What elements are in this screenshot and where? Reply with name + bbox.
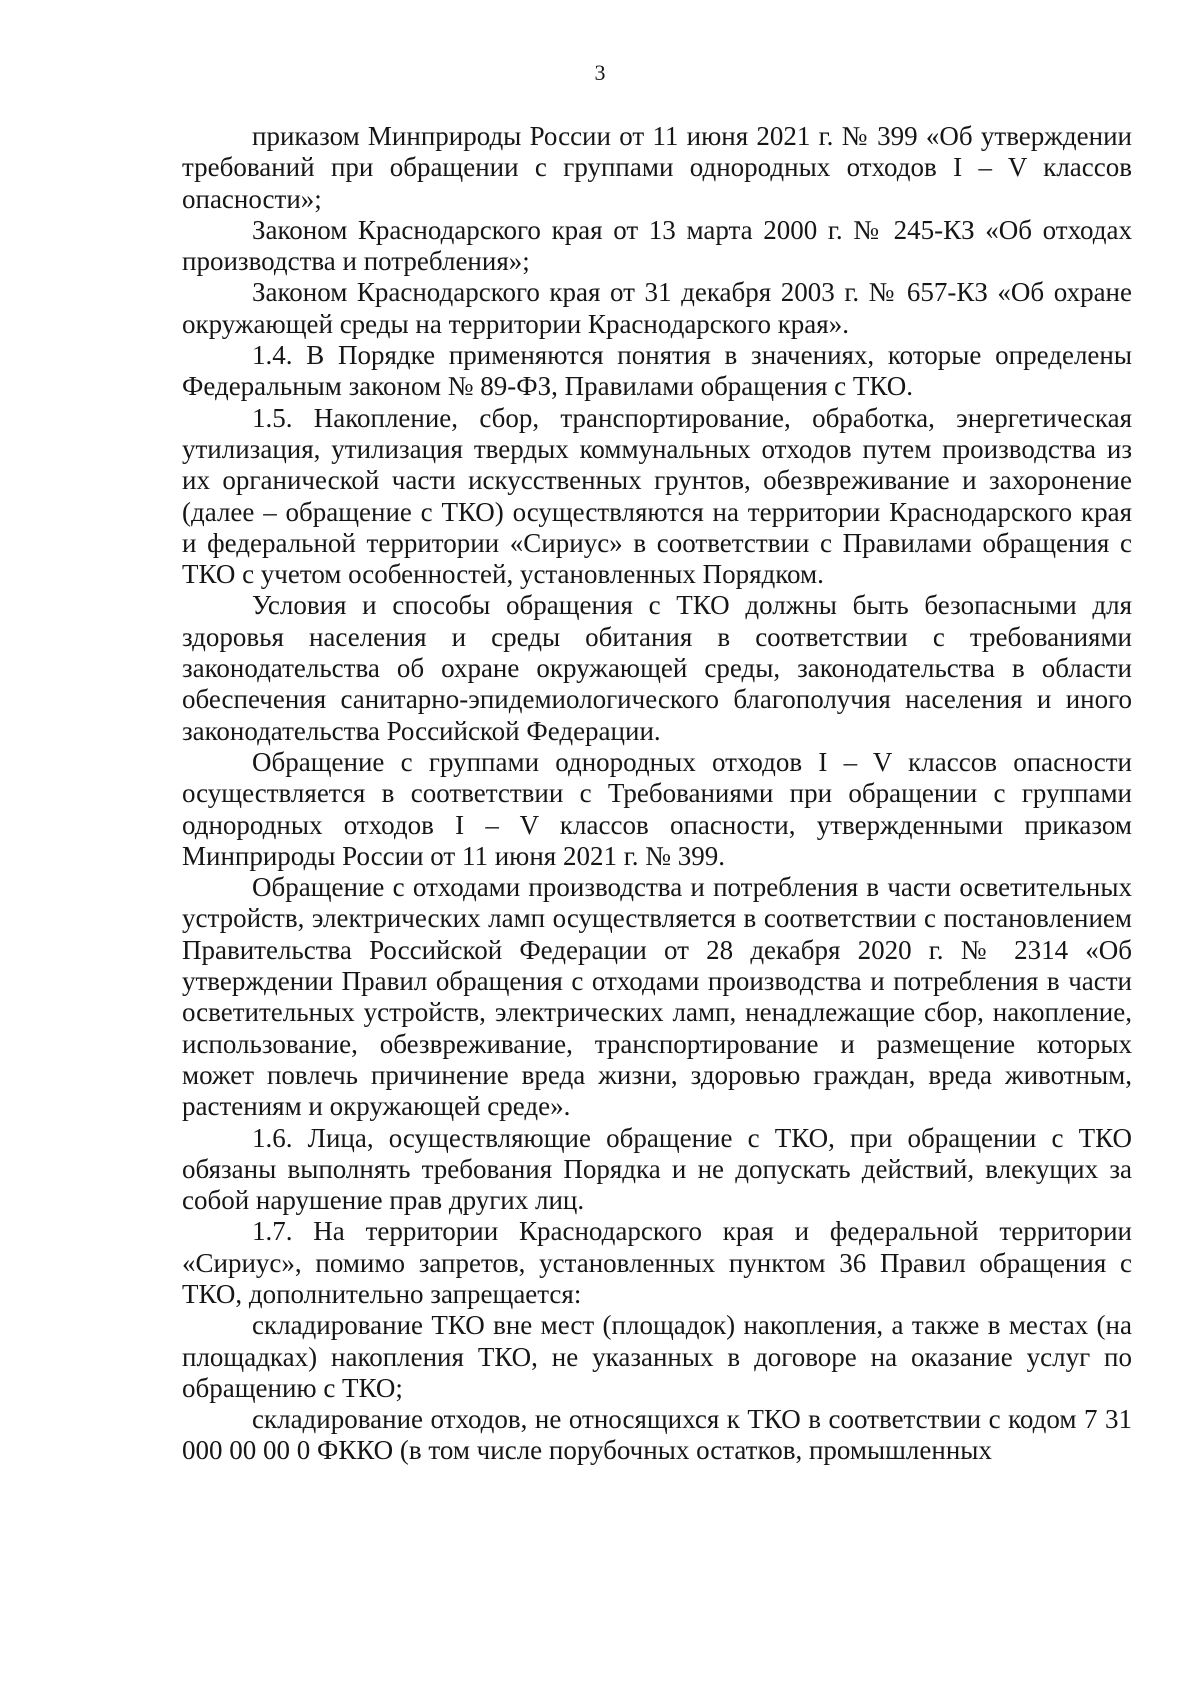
paragraph-1-7: 1.7. На территории Краснодарского края и федеральной территории «Сириус», помимо запретов, установленных пунктом 36 Правил обращения с ТКО, дополнительно запрещается: bbox=[182, 1216, 1132, 1309]
paragraph-prohibition-non-tko: складирование отходов, не относящихся к ТКО в соответствии с кодом 7 31 000 00 00 0 ФККО (в том числе порубочных остатков, промышленных bbox=[182, 1404, 1132, 1466]
paragraph-1-5: 1.5. Накопление, сбор, транспортирование, обработка, энергетическая утилизация, утилизация твердых коммунальных отходов путем производства из их органической части искусственных грунтов, обезвреживание и захоронение (далее – обращение с ТКО) осуществляются на территории Краснодарского края и федеральной территории «Сириус» в соответствии с Правилами обращения с ТКО с учетом особенностей, установленных Порядком. bbox=[182, 402, 1132, 590]
document-body bbox=[182, 121, 1132, 1467]
paragraph-hazard-classes: Обращение с группами однородных отходов I – V классов опасности осуществляется в соответствии с Требованиями при обращении с группами однородных отходов I – V классов опасности, утвержденными приказом Минприроды России от 11 июня 2021 г. № 399. bbox=[182, 746, 1132, 871]
paragraph-conditions: Условия и способы обращения с ТКО должны быть безопасными для здоровья населения и среды обитания в соответствии с требованиями законодательства об охране окружающей среды, законодательства в области обеспечения санитарно-эпидемиологического благополучия населения и иного законодательства Российской Федерации. bbox=[182, 590, 1132, 746]
paragraph-law-245-kz: Законом Краснодарского края от 13 марта 2000 г. № 245-КЗ «Об отходах производства и потребления»; bbox=[182, 214, 1132, 277]
page-number: 3 bbox=[594, 60, 606, 85]
paragraph-lighting-devices: Обращение с отходами производства и потребления в части осветительных устройств, электрических ламп осуществляется в соответствии с постановлением Правительства Российской Федерации от 28 декабря 2020 г. № 2314 «Об утверждении Правил обращения с отходами производства и потребления в части осветительных устройств, электрических ламп, ненадлежащие сбор, накопление, использование, обезвреживание, транспортирование и размещение которых может повлечь причинение вреда жизни, здоровью граждан, вреда животным, растениям и окружающей среде». bbox=[182, 872, 1132, 1122]
paragraph-order-minprirody-399: приказом Минприроды России от 11 июня 2021 г. № 399 «Об утверждении требований при обращении с группами однородных отходов I – V классов опасности»; bbox=[182, 121, 1132, 214]
paragraph-1-6: 1.6. Лица, осуществляющие обращение с ТКО, при обращении с ТКО обязаны выполнять требования Порядка и не допускать действий, влекущих за собой нарушение прав других лиц. bbox=[182, 1122, 1132, 1216]
paragraph-1-4: 1.4. В Порядке применяются понятия в значениях, которые определены Федеральным законом № 89-ФЗ, Правилами обращения с ТКО. bbox=[182, 340, 1132, 402]
paragraph-prohibition-storage: складирование ТКО вне мест (площадок) накопления, а также в местах (на площадках) накопления ТКО, не указанных в договоре на оказание услуг по обращению с ТКО; bbox=[182, 1310, 1132, 1403]
paragraph-law-657-kz: Законом Краснодарского края от 31 декабря 2003 г. № 657-КЗ «Об охране окружающей среды на территории Краснодарского края». bbox=[182, 277, 1132, 339]
